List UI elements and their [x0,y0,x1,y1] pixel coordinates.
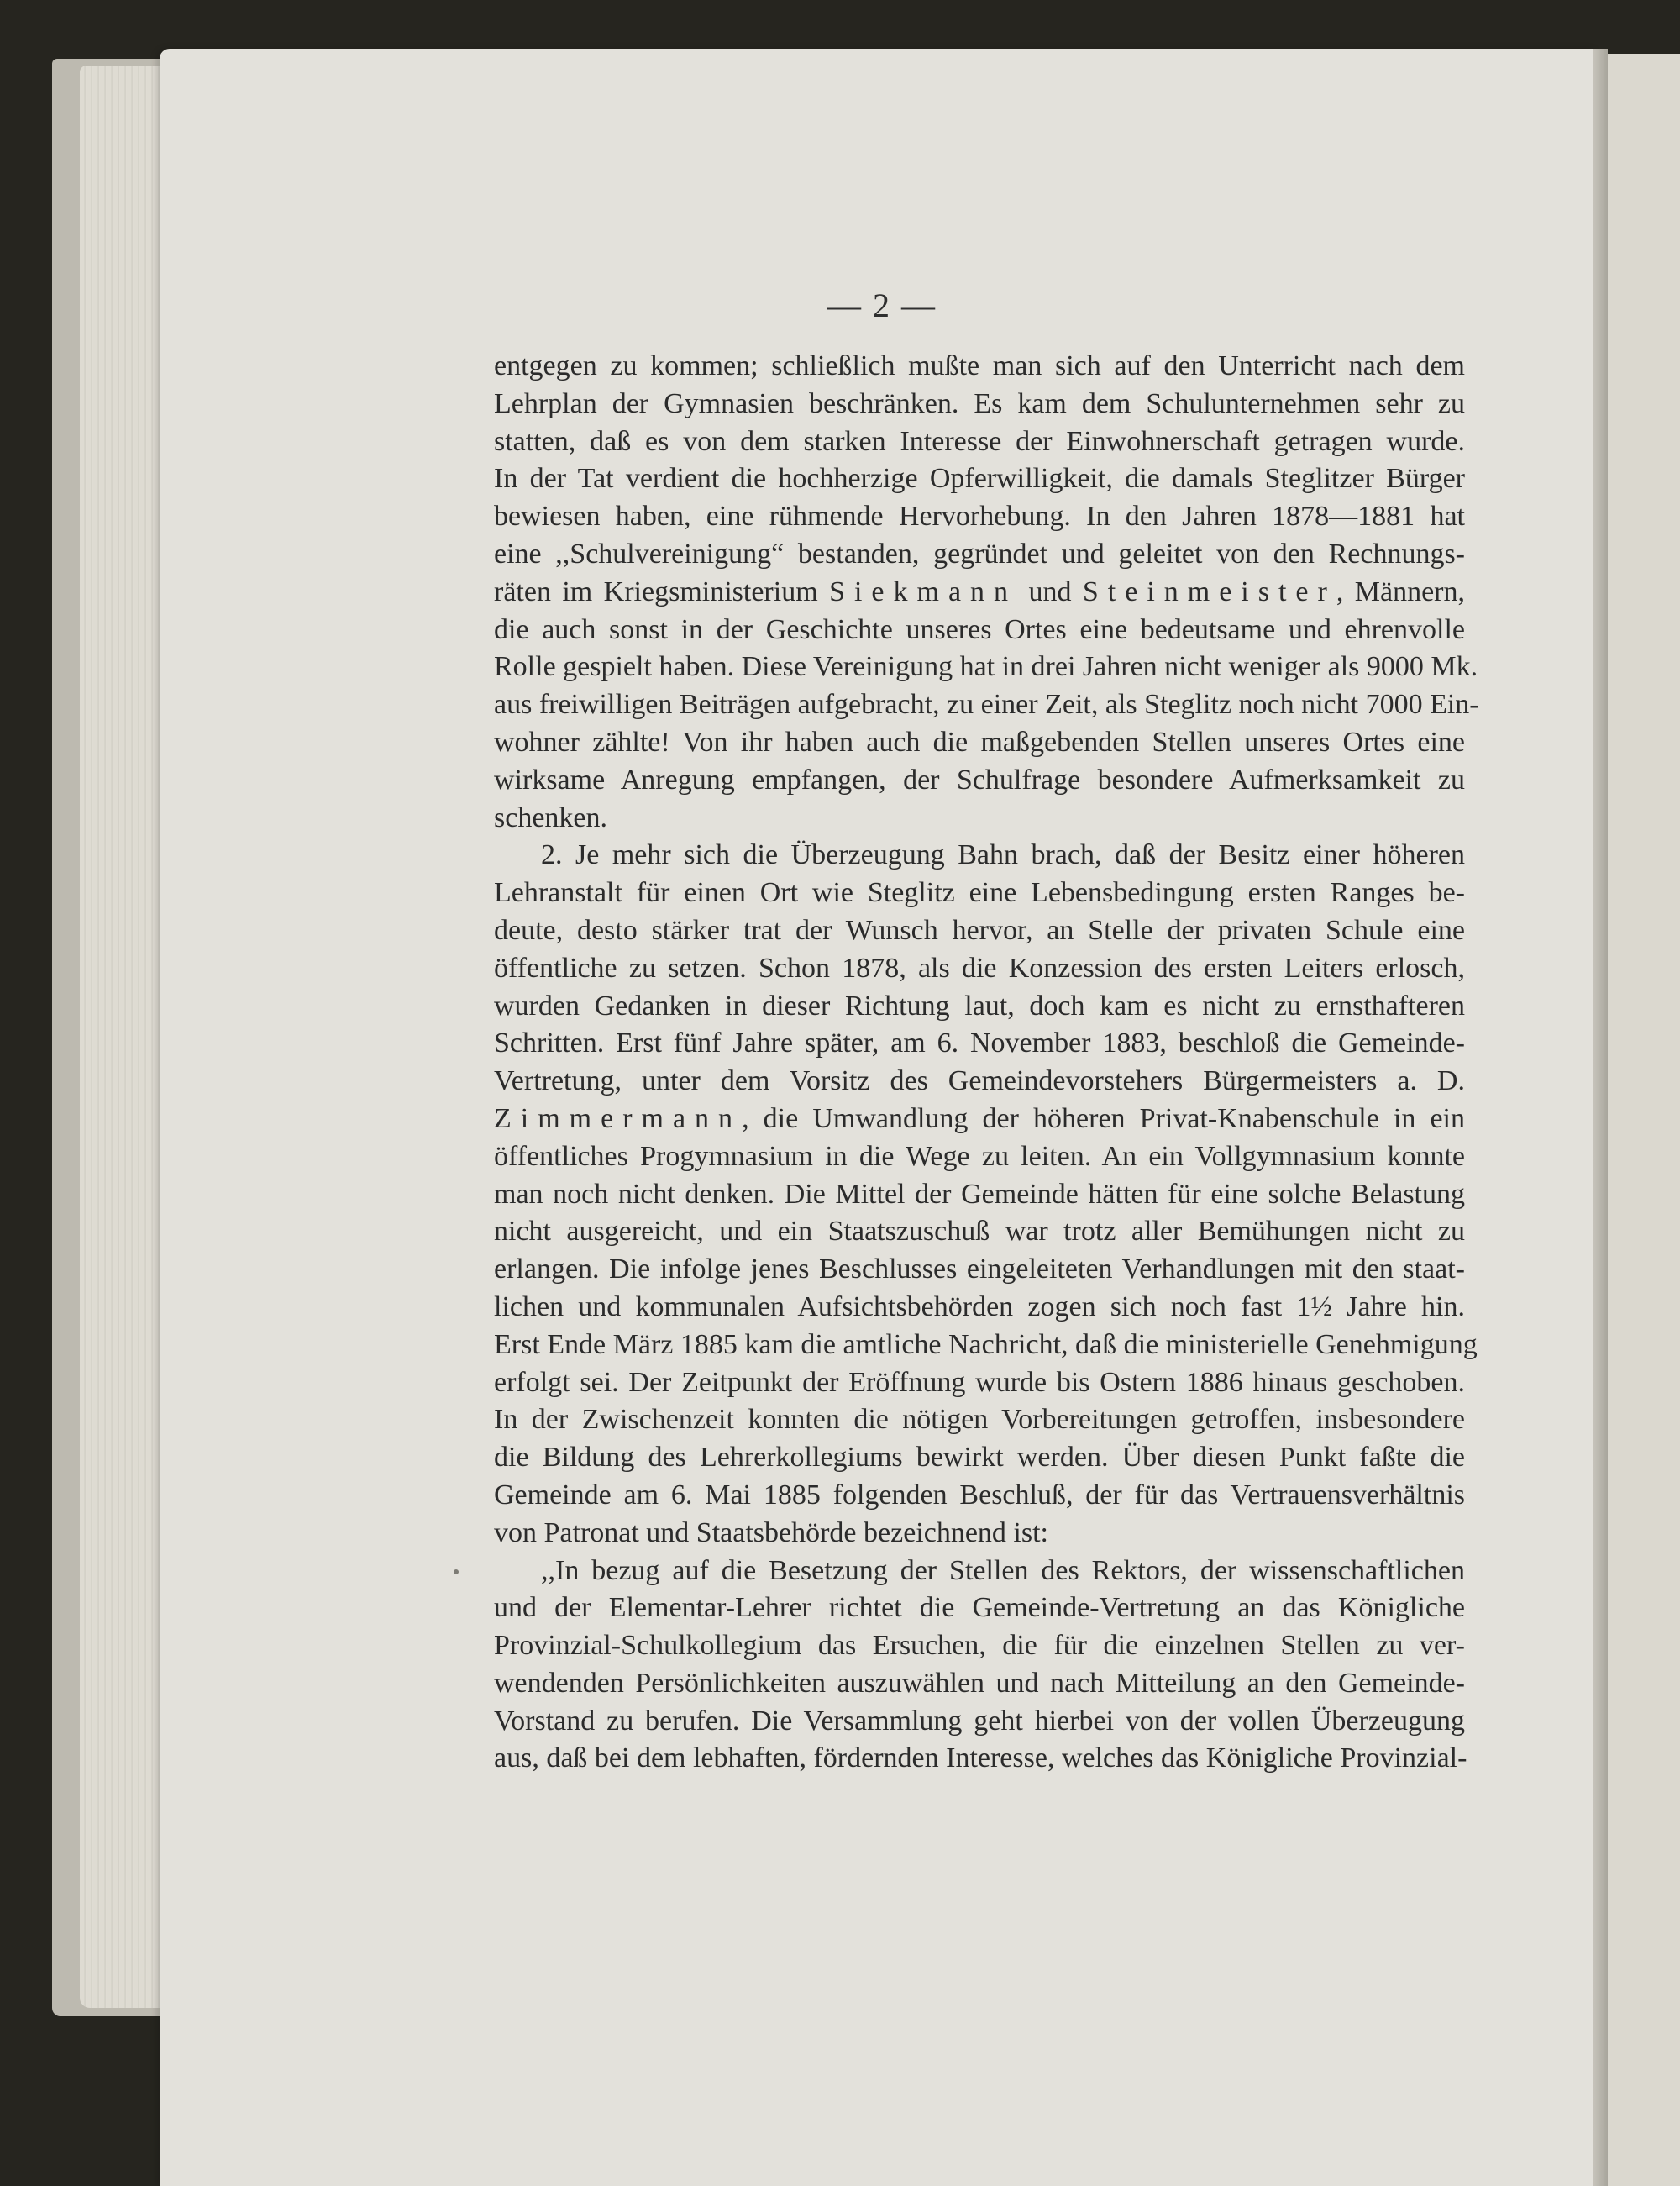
text-line: und der Elementar-Lehrer richtet die Gemeinde-Vertretung an das Königliche [494,1592,1465,1624]
text-line: die Bildung des Lehrerkollegiums bewirkt werden. Über diesen Punkt faßte die [494,1442,1465,1474]
text-line: Provinzial-Schulkollegium das Ersuchen, die für die einzelnen Stellen zu ver- [494,1630,1465,1662]
text-line: Vertretung, unter dem Vorsitz des Gemeindevorstehers Bürgermeisters a. D. [494,1065,1465,1097]
text-line: von Patronat und Staatsbehörde bezeichnend ist: [494,1516,1048,1548]
book-gutter [1593,49,1608,2186]
text-line: öffentliche zu setzen. Schon 1878, als die Konzession des ersten Leiters erlosch, [494,952,1465,984]
text-line: Gemeinde am 6. Mai 1885 folgenden Beschluß, der für das Vertrauensverhältnis [494,1479,1465,1511]
body-text [494,348,1479,1778]
text-line: Vorstand zu berufen. Die Versammlung geht hierbei von der vollen Überzeugung [494,1705,1465,1737]
text-line: Zimmermann, die Umwandlung der höheren Privat-Knabenschule in ein [494,1102,1465,1134]
text-line: entgegen zu kommen; schließlich mußte man sich auf den Unterricht nach dem [494,350,1465,381]
text-line: Rolle gespielt haben. Diese Vereinigung hat in drei Jahren nicht weniger als 9000 Mk. [494,651,1478,683]
text-line: ,,In bezug auf die Besetzung der Stellen des Rektors, der wissenschaftlichen [541,1554,1465,1586]
text-line: statten, daß es von dem starken Interesse der Einwohnerschaft getragen wurde. [494,425,1465,457]
spaced-name: Siekmann [829,575,1018,607]
paper-speck [454,1569,459,1574]
text-line: eine ,,Schulvereinigung“ bestanden, gegründet und geleitet von den Rechnungs- [494,538,1465,570]
text-line: wurden Gedanken in dieser Richtung laut, doch kam es nicht zu ernsthafteren [494,990,1465,1022]
page-number: — 2 — [827,286,937,324]
text-line: bewiesen haben, eine rühmende Hervorhebung. In den Jahren 1878—1881 hat [494,501,1465,533]
text-line: aus, daß bei dem lebhaften, fördernden Interesse, welches das Königliche Provinzial- [494,1742,1467,1774]
text-line: nicht ausgereicht, und ein Staatszuschuß war trotz aller Bemühungen nicht zu [494,1216,1465,1248]
text-line: Schritten. Erst fünf Jahre später, am 6. November 1883, beschloß die Gemeinde- [494,1027,1465,1059]
text-line: Lehrplan der Gymnasien beschränken. Es kam dem Schulunternehmen sehr zu [494,387,1465,419]
text-line: aus freiwilligen Beiträgen aufgebracht, zu einer Zeit, als Steglitz noch nicht 7000 Ein- [494,689,1479,721]
text-line: erfolgt sei. Der Zeitpunkt der Eröffnung wurde bis Ostern 1886 hinaus geschoben. [494,1366,1465,1398]
text-line: 2. Je mehr sich die Überzeugung Bahn brach, daß der Besitz einer höheren [541,839,1465,871]
text-line: räten im Kriegsministerium Siekmann und Steinmeister, Männern, [494,575,1465,607]
spaced-name: Steinmeister [1082,575,1336,607]
text-line: wirksame Anregung empfangen, der Schulfrage besondere Aufmerksamkeit zu [494,764,1465,796]
text-line: schenken. [494,801,608,833]
text-line: man noch nicht denken. Die Mittel der Gemeinde hätten für eine solche Belastung [494,1178,1465,1210]
text-line: Lehranstalt für einen Ort wie Steglitz eine Lebensbedingung ersten Ranges be- [494,877,1465,909]
text-line: die auch sonst in der Geschichte unseres Ortes eine bedeutsame und ehrenvolle [494,613,1465,645]
text-line: lichen und kommunalen Aufsichtsbehörden zogen sich noch fast 1½ Jahre hin. [494,1290,1465,1322]
text-line: In der Zwischenzeit konnten die nötigen Vorbereitungen getroffen, insbesondere [494,1404,1465,1436]
text-line: wendenden Persönlichkeiten auszuwählen und nach Mitteilung an den Gemeinde- [494,1667,1465,1699]
text-line: erlangen. Die infolge jenes Beschlusses eingeleiteten Verhandlungen mit den staat- [494,1253,1465,1285]
text-line: In der Tat verdient die hochherzige Opferwilligkeit, die damals Steglitzer Bürger [494,463,1465,495]
text-line: Erst Ende März 1885 kam die amtliche Nachricht, daß die ministerielle Genehmigung [494,1328,1478,1360]
spaced-name: Zimmermann [494,1102,743,1134]
text-line: öffentliches Progymnasium in die Wege zu leiten. An ein Vollgymnasium konnte [494,1140,1465,1172]
facing-page-edge [1606,54,1680,2186]
text-line: wohner zählte! Von ihr haben auch die maßgebenden Stellen unseres Ortes eine [494,726,1465,758]
text-line: deute, desto stärker trat der Wunsch hervor, an Stelle der privaten Schule eine [494,914,1465,946]
